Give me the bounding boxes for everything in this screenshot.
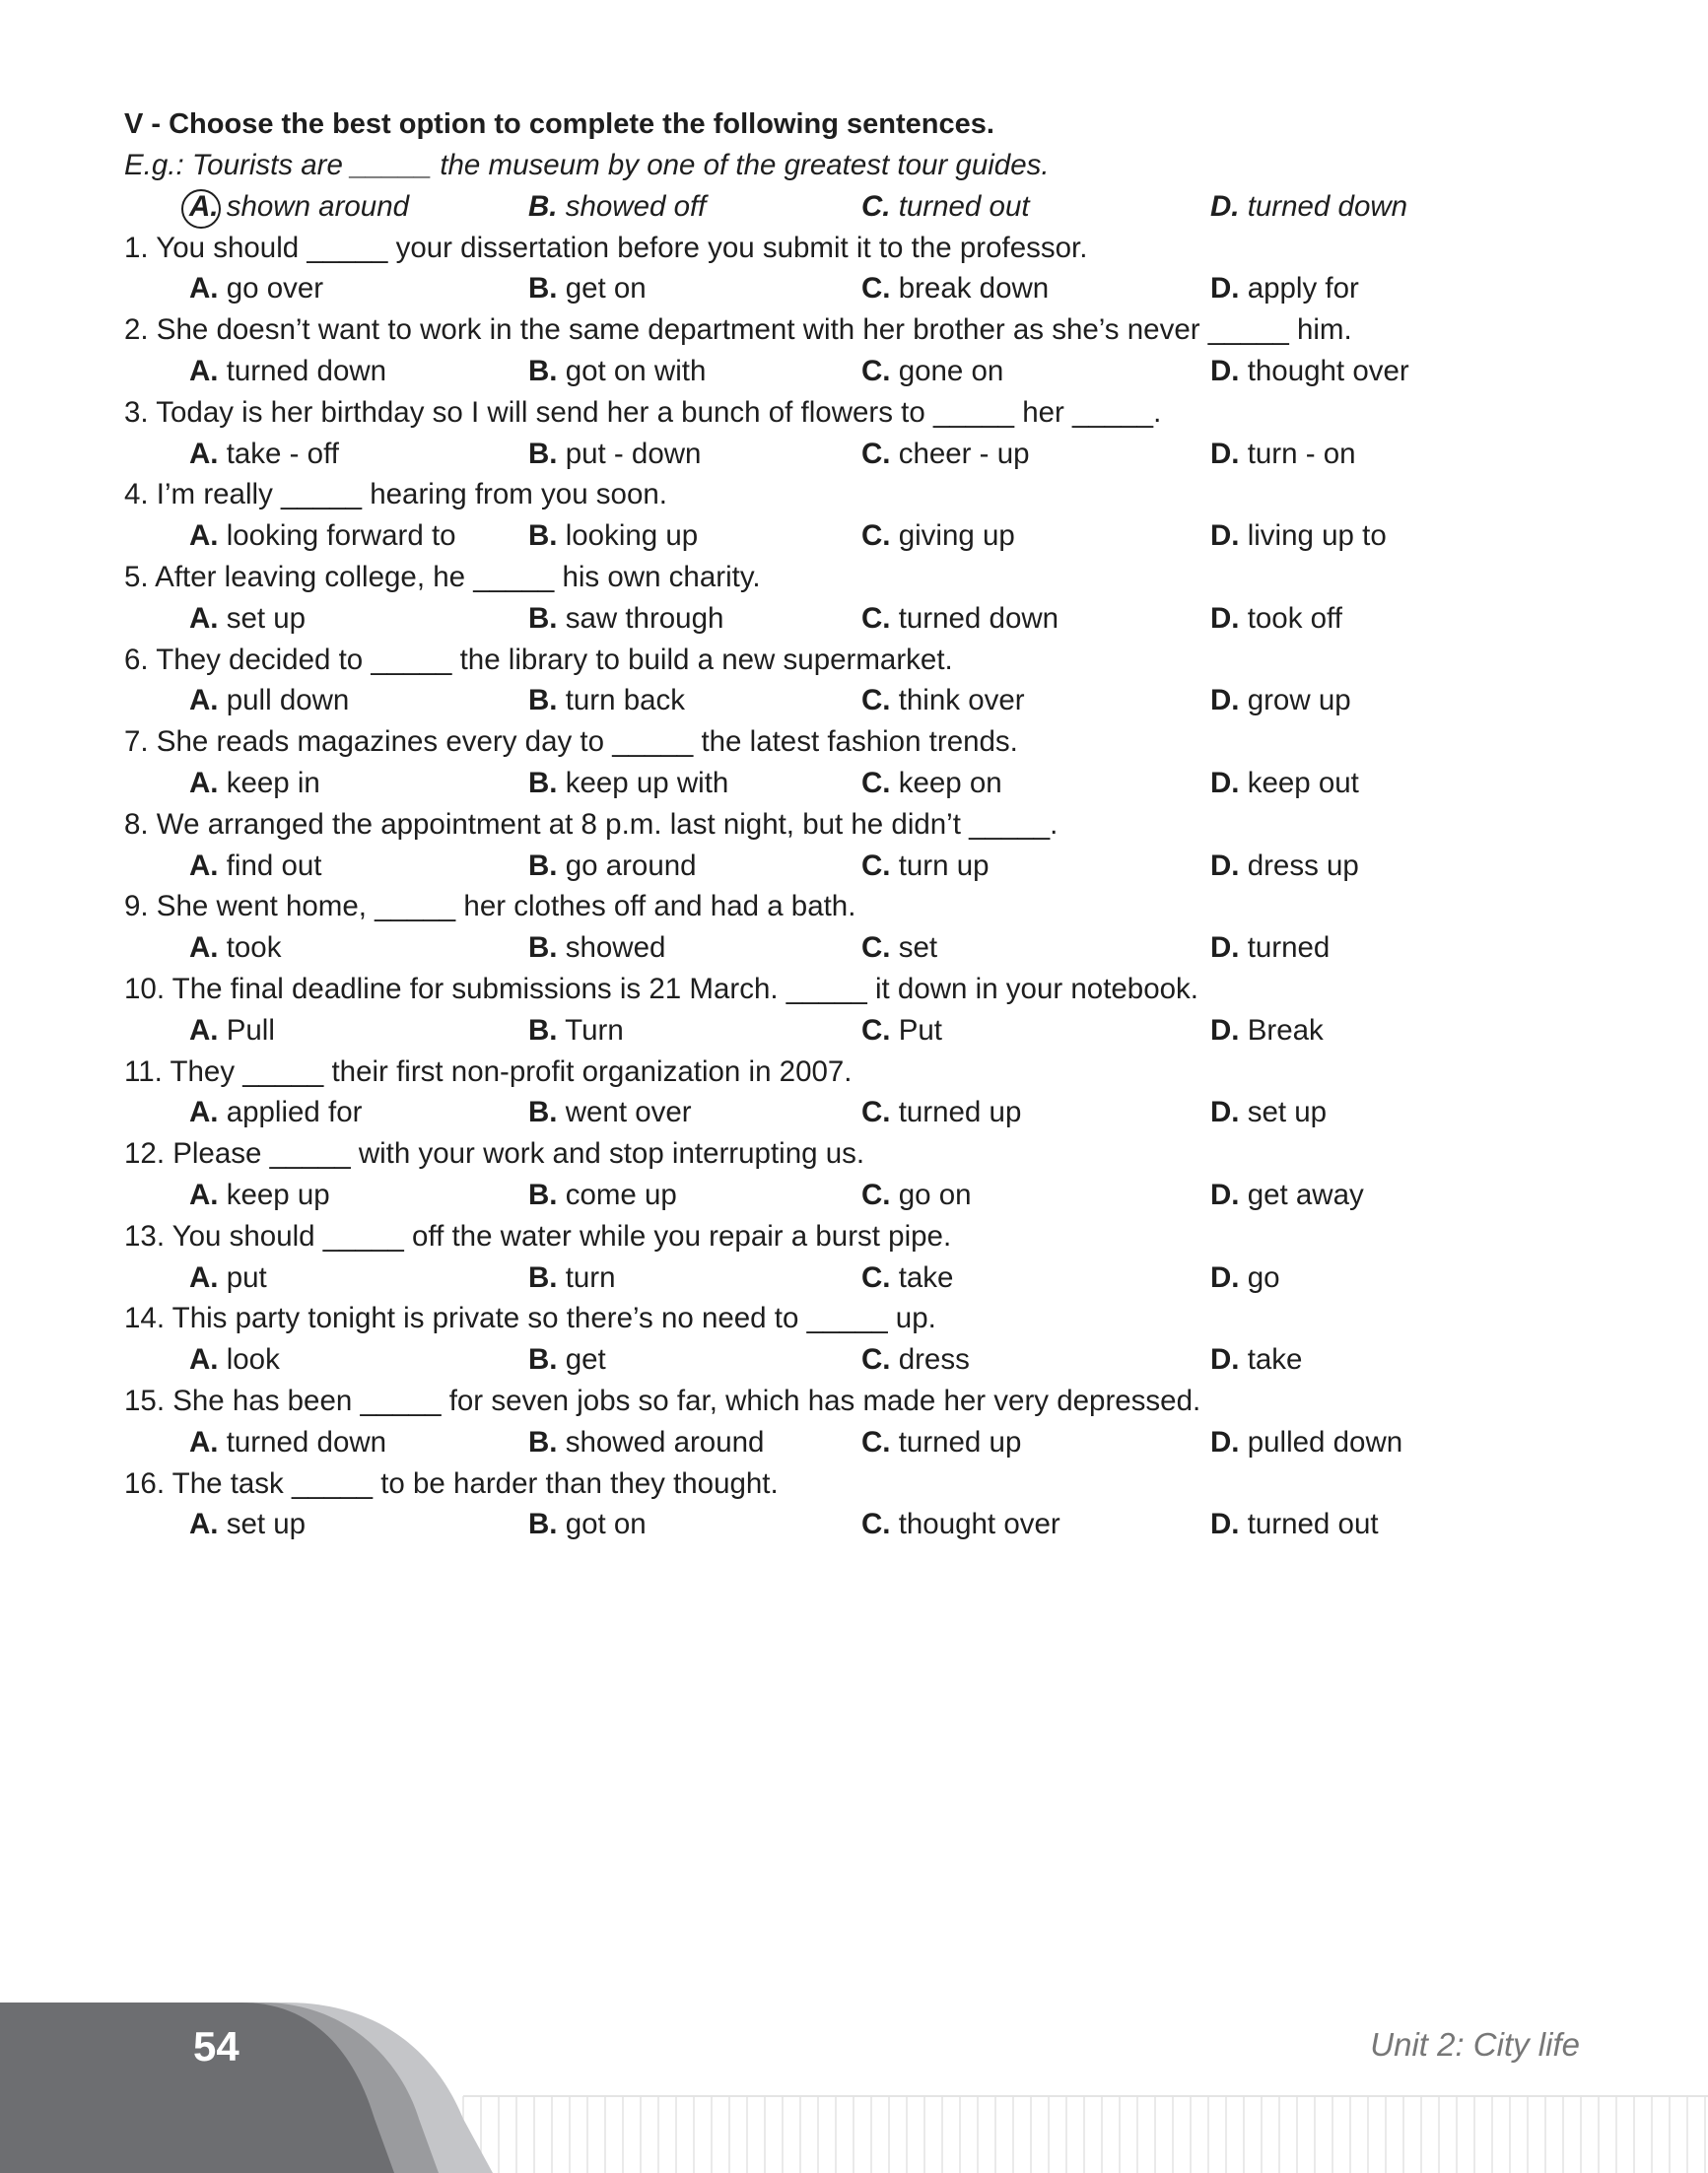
option-letter: C. xyxy=(861,849,891,882)
option-text: giving up xyxy=(890,519,1015,553)
option-letter: B. xyxy=(528,519,558,553)
option-b xyxy=(528,1092,692,1133)
option-b xyxy=(528,1257,616,1299)
option-letter: C. xyxy=(861,519,891,553)
unit-label: Unit 2: City life xyxy=(1370,2026,1580,2063)
question-text: 16. The task _____ to be harder than they thought. xyxy=(124,1466,779,1500)
option-letter: D. xyxy=(1210,1260,1240,1294)
option-letter: B. xyxy=(528,1425,558,1459)
footer-wave-graphic xyxy=(0,1991,1708,2173)
option-text: apply for xyxy=(1239,272,1359,306)
option-a xyxy=(189,763,320,804)
option-text: turned down xyxy=(890,601,1059,635)
option-b xyxy=(528,680,685,721)
answer-options xyxy=(124,1257,1583,1299)
option-text: keep up with xyxy=(557,766,729,799)
page-number: 54 xyxy=(193,2023,239,2070)
option-d xyxy=(1210,1422,1402,1463)
option-letter: D. xyxy=(1210,601,1240,635)
option-text: keep out xyxy=(1239,766,1359,799)
option-c xyxy=(861,1010,942,1052)
option-a xyxy=(189,1504,306,1545)
question-text: 13. You should _____ off the water while you repair a burst pipe. xyxy=(124,1219,952,1253)
option-letter: C. xyxy=(861,189,891,223)
answer-options xyxy=(124,1339,1583,1381)
option-text: showed xyxy=(557,931,666,965)
option-letter: B. xyxy=(528,437,558,470)
option-letter: C. xyxy=(861,601,891,635)
option-text: turned out xyxy=(1239,1508,1379,1541)
option-letter: A. xyxy=(189,1013,219,1047)
option-text: think over xyxy=(890,684,1025,717)
question-text: 9. She went home, _____ her clothes off and had a bath. xyxy=(124,890,856,923)
option-text: gone on xyxy=(890,354,1004,387)
option-letter: D. xyxy=(1210,519,1240,553)
option-a xyxy=(189,434,339,475)
option-letter: C. xyxy=(861,766,891,799)
option-text: pulled down xyxy=(1239,1425,1403,1459)
option-text: keep up xyxy=(218,1178,330,1211)
option-letter: A. xyxy=(189,1425,219,1459)
option-text: set up xyxy=(218,601,307,635)
option-b xyxy=(528,268,647,309)
option-text: turned down xyxy=(218,354,387,387)
option-a xyxy=(189,927,281,969)
option-letter: A. xyxy=(189,1096,219,1129)
option-letter: C. xyxy=(861,272,891,306)
option-text: Turn xyxy=(557,1013,624,1047)
question-text: 15. She has been _____ for seven jobs so far, which has made her very depressed. xyxy=(124,1384,1201,1417)
option-letter: B. xyxy=(528,1096,558,1129)
question-text: 5. After leaving college, he _____ his own charity. xyxy=(124,560,761,593)
option-letter: D. xyxy=(1210,1508,1240,1541)
option-d xyxy=(1210,515,1387,557)
option-text: Put xyxy=(890,1013,942,1047)
option-letter: C. xyxy=(861,684,891,717)
option-text: set up xyxy=(218,1508,307,1541)
option-letter: D. xyxy=(1210,354,1240,387)
option-letter: C. xyxy=(861,1343,891,1377)
option-letter: A. xyxy=(189,1260,219,1294)
option-letter: B. xyxy=(528,684,558,717)
option-letter: D. xyxy=(1210,1425,1240,1459)
example-option-c-text: turned out xyxy=(890,189,1030,223)
option-letter: C. xyxy=(861,1260,891,1294)
option-text: turned down xyxy=(218,1425,387,1459)
option-letter: C. xyxy=(861,1013,891,1047)
option-d xyxy=(1210,1504,1379,1545)
option-text: looking up xyxy=(557,519,699,553)
answer-options xyxy=(124,1175,1583,1216)
option-text: go xyxy=(1239,1260,1280,1294)
option-c xyxy=(861,434,1030,475)
option-c xyxy=(861,598,1059,640)
option-letter: D. xyxy=(1210,1013,1240,1047)
option-letter: A. xyxy=(189,931,219,965)
option-c xyxy=(861,1175,972,1216)
answer-options xyxy=(124,680,1583,721)
answer-options xyxy=(124,1422,1583,1463)
option-b xyxy=(528,1504,647,1545)
option-text: turned up xyxy=(890,1096,1022,1129)
option-letter: C. xyxy=(861,1096,891,1129)
option-text: dress up xyxy=(1239,849,1359,882)
option-text: cheer - up xyxy=(890,437,1030,470)
question-text: 11. They _____ their first non-profit organization in 2007. xyxy=(124,1054,853,1088)
option-text: set up xyxy=(1239,1096,1328,1129)
option-text: get away xyxy=(1239,1178,1364,1211)
question-text: 10. The final deadline for submissions is 21 March. _____ it down in your notebook. xyxy=(124,972,1198,1005)
example-question: E.g.: Tourists are _____ the museum by one of the greatest tour guides. xyxy=(124,149,1050,181)
option-d xyxy=(1210,1010,1324,1052)
option-text: set xyxy=(890,931,938,965)
option-text: go over xyxy=(218,272,324,306)
option-text: put xyxy=(218,1260,267,1294)
option-letter: A. xyxy=(189,437,219,470)
question-list xyxy=(124,228,1583,1546)
option-text: get on xyxy=(557,272,647,306)
option-text: pull down xyxy=(218,684,350,717)
option-d xyxy=(1210,846,1359,887)
option-d xyxy=(1210,1092,1327,1133)
example-option-d-text: turned down xyxy=(1239,189,1408,223)
option-letter: C. xyxy=(861,1425,891,1459)
option-d xyxy=(1210,351,1409,392)
option-text: showed around xyxy=(557,1425,765,1459)
question-text: 8. We arranged the appointment at 8 p.m. last night, but he didn’t _____. xyxy=(124,807,1059,841)
question-text: 1. You should _____ your dissertation before you submit it to the professor. xyxy=(124,231,1088,264)
option-letter: C. xyxy=(861,931,891,965)
option-letter: C. xyxy=(861,1178,891,1211)
option-letter: B. xyxy=(528,354,558,387)
option-a xyxy=(189,1092,362,1133)
option-text: applied for xyxy=(218,1096,363,1129)
option-a xyxy=(189,1339,280,1381)
question-text: 2. She doesn’t want to work in the same department with her brother as she’s never _____ him. xyxy=(124,313,1352,347)
option-letter: D. xyxy=(1210,437,1240,470)
option-letter: D. xyxy=(1210,1096,1240,1129)
option-b xyxy=(528,598,723,640)
answer-options xyxy=(124,927,1583,969)
option-b xyxy=(528,763,728,804)
option-letter: D. xyxy=(1210,1178,1240,1211)
option-text: turned xyxy=(1239,931,1331,965)
answer-options xyxy=(124,598,1583,640)
option-text: come up xyxy=(557,1178,677,1211)
option-b xyxy=(528,846,697,887)
option-letter: B. xyxy=(528,1178,558,1211)
example-option-c xyxy=(861,186,1030,228)
option-b xyxy=(528,434,701,475)
option-b xyxy=(528,1422,764,1463)
question-text: 6. They decided to _____ the library to build a new supermarket. xyxy=(124,643,953,676)
option-b xyxy=(528,351,706,392)
option-a xyxy=(189,1422,386,1463)
option-text: break down xyxy=(890,272,1050,306)
option-a xyxy=(189,1010,275,1052)
option-d xyxy=(1210,1339,1302,1381)
option-letter: D. xyxy=(1210,766,1240,799)
option-a xyxy=(189,598,306,640)
worksheet-content xyxy=(124,103,1583,1545)
option-letter: B. xyxy=(528,1260,558,1294)
option-text: go on xyxy=(890,1178,972,1211)
option-c xyxy=(861,1092,1021,1133)
option-text: keep on xyxy=(890,766,1002,799)
option-text: grow up xyxy=(1239,684,1351,717)
option-letter: A. xyxy=(189,766,219,799)
question-text: 12. Please _____ with your work and stop interrupting us. xyxy=(124,1137,865,1171)
option-letter: A. xyxy=(189,519,219,553)
example-option-d xyxy=(1210,186,1407,228)
option-letter: D. xyxy=(1210,1343,1240,1377)
option-text: go around xyxy=(557,849,697,882)
option-d xyxy=(1210,268,1359,309)
option-d xyxy=(1210,1175,1364,1216)
question-text: 4. I’m really _____ hearing from you soon. xyxy=(124,478,667,511)
option-text: went over xyxy=(557,1096,692,1129)
option-b xyxy=(528,515,698,557)
answer-options xyxy=(124,846,1583,887)
option-text: turn up xyxy=(890,849,990,882)
option-letter: A. xyxy=(189,601,219,635)
option-letter: A. xyxy=(189,354,219,387)
option-text: take xyxy=(890,1260,954,1294)
option-text: take - off xyxy=(218,437,339,470)
option-letter: D. xyxy=(1210,684,1240,717)
option-c xyxy=(861,1422,1021,1463)
option-letter: A. xyxy=(189,684,219,717)
option-c xyxy=(861,846,990,887)
option-d xyxy=(1210,927,1330,969)
option-a xyxy=(189,1175,330,1216)
option-text: Break xyxy=(1239,1013,1324,1047)
option-b xyxy=(528,1175,677,1216)
option-c xyxy=(861,268,1049,309)
option-text: took xyxy=(218,931,282,965)
option-letter: B. xyxy=(528,1508,558,1541)
option-a xyxy=(189,1257,267,1299)
option-letter: B. xyxy=(528,849,558,882)
example-option-b-text: showed off xyxy=(557,189,707,223)
option-letter: A. xyxy=(189,849,219,882)
answer-options xyxy=(124,351,1583,392)
option-text: turn - on xyxy=(1239,437,1356,470)
option-text: turned up xyxy=(890,1425,1022,1459)
option-letter: D. xyxy=(1210,189,1240,223)
option-d xyxy=(1210,1257,1280,1299)
option-c xyxy=(861,763,1002,804)
option-d xyxy=(1210,763,1359,804)
option-letter: B. xyxy=(528,601,558,635)
option-letter: B. xyxy=(528,766,558,799)
option-d xyxy=(1210,598,1342,640)
question-text: 7. She reads magazines every day to _____ the latest fashion trends. xyxy=(124,725,1018,759)
option-text: get xyxy=(557,1343,606,1377)
exercise-heading: V - Choose the best option to complete the following sentences. xyxy=(124,108,994,140)
option-text: took off xyxy=(1239,601,1342,635)
option-text: dress xyxy=(890,1343,970,1377)
option-text: find out xyxy=(218,849,322,882)
option-b xyxy=(528,1339,606,1381)
option-text: thought over xyxy=(1239,354,1409,387)
option-a xyxy=(189,351,386,392)
option-c xyxy=(861,1504,1060,1545)
option-letter: D. xyxy=(1210,931,1240,965)
option-letter: C. xyxy=(861,354,891,387)
option-letter: D. xyxy=(1210,272,1240,306)
option-text: turn xyxy=(557,1260,616,1294)
option-c xyxy=(861,351,1003,392)
answer-options xyxy=(124,1010,1583,1052)
option-letter: C. xyxy=(861,437,891,470)
option-text: keep in xyxy=(218,766,320,799)
option-c xyxy=(861,680,1025,721)
option-text: turn back xyxy=(557,684,686,717)
answer-options xyxy=(124,515,1583,557)
option-letter: B. xyxy=(528,1013,558,1047)
option-c xyxy=(861,1339,970,1381)
option-letter: D. xyxy=(1210,849,1240,882)
option-text: look xyxy=(218,1343,280,1377)
answer-options xyxy=(124,434,1583,475)
option-letter: C. xyxy=(861,1508,891,1541)
option-d xyxy=(1210,434,1356,475)
option-text: saw through xyxy=(557,601,724,635)
answer-options xyxy=(124,268,1583,309)
option-a xyxy=(189,846,321,887)
answer-options xyxy=(124,1504,1583,1545)
example-options xyxy=(124,186,1583,228)
circled-answer-letter: A. xyxy=(189,186,219,228)
option-b xyxy=(528,1010,624,1052)
option-d xyxy=(1210,680,1351,721)
answer-options xyxy=(124,763,1583,804)
example-option-b xyxy=(528,186,706,228)
option-text: living up to xyxy=(1239,519,1387,553)
option-text: Pull xyxy=(218,1013,275,1047)
option-text: thought over xyxy=(890,1508,1060,1541)
option-letter: A. xyxy=(189,1178,219,1211)
option-text: looking forward to xyxy=(218,519,456,553)
question-text: 3. Today is her birthday so I will send her a bunch of flowers to _____ her _____. xyxy=(124,395,1162,429)
example-option-a-text: shown around xyxy=(218,189,410,223)
option-letter: B. xyxy=(528,189,558,223)
option-b xyxy=(528,927,665,969)
option-letter: B. xyxy=(528,272,558,306)
option-text: got on xyxy=(557,1508,647,1541)
option-letter: B. xyxy=(528,1343,558,1377)
option-c xyxy=(861,515,1015,557)
option-a xyxy=(189,268,323,309)
example-option-a xyxy=(189,186,409,228)
option-text: got on with xyxy=(557,354,707,387)
option-text: put - down xyxy=(557,437,702,470)
option-c xyxy=(861,927,937,969)
option-c xyxy=(861,1257,953,1299)
option-letter: A. xyxy=(189,272,219,306)
answer-options xyxy=(124,1092,1583,1133)
option-text: take xyxy=(1239,1343,1303,1377)
question-text: 14. This party tonight is private so there’s no need to _____ up. xyxy=(124,1302,936,1335)
option-a xyxy=(189,515,456,557)
option-a xyxy=(189,680,349,721)
option-letter: B. xyxy=(528,931,558,965)
option-letter: A. xyxy=(189,1343,219,1377)
option-letter: A. xyxy=(189,1508,219,1541)
